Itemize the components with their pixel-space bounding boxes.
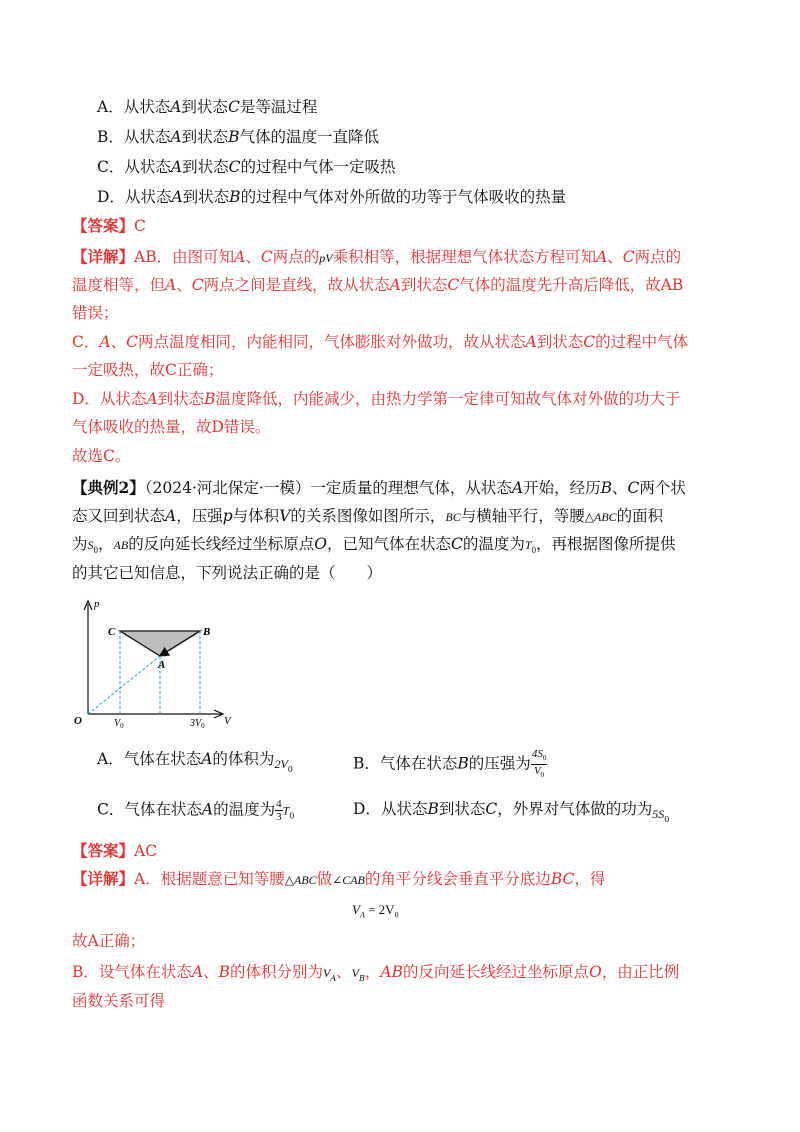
q1-detail-line7: 气体吸收的热量，故D错误。 [72,418,271,436]
q2-stem-line3: 为$S_0$，AB的反向延长线经过坐标原点O，已知气体在状态C的温度为$T_0$，再根据图像所提供 [72,535,676,556]
q1-final: 故选C。 [72,447,131,465]
label-3v0: $3V_0$ [190,718,205,728]
q1-option-b: B．从状态A到状态B气体的温度一直降低 [97,128,380,146]
q2-answer: 【答案】AC [72,841,158,860]
pv-graph [72,598,252,728]
q1-detail-line6: D．从状态A到状态B温度降低，内能减少，由热力学第一定律可知故气体对外做的功大于 [72,390,681,408]
label-o: O [74,715,82,727]
q2-option-a: A．气体在状态A的体积为$_{2V0}$ [97,750,293,775]
q1-option-a: A．从状态A到状态C是等温过程 [97,98,318,116]
q2-stem-line4: 的其它已知信息，下列说法正确的是（ ） [72,564,383,582]
q2-equation-va: $V_A = 2V_0$ [352,902,399,920]
q2-stem-line1: 【典例2】（2024·河北保定·一模）一定质量的理想气体，从状态A开始，经历B、C两个状 [72,478,686,497]
triangle-abc [120,631,200,656]
q2-option-c: C．气体在状态A的温度为 $\frac{4}{3}$ $T_0$ [97,798,295,823]
q1-detail-line4: C．A、C两点温度相同，内能相同，气体膨胀对外做功，故从状态A到状态C的过程中气体 [72,333,689,351]
q1-detail-line1: 【详解】AB．由图可知A、C两点的pV乘积相等，根据理想气体状态方程可知A、C两点的 [72,247,682,266]
label-c: C [108,626,116,638]
q2-detail-line1: 【详解】A．根据题意已知等腰△ABC做∠CAB的角平分线会垂直平分底边BC，得 [72,869,606,888]
q1-detail-line3: 错误； [72,304,119,322]
q1-option-c: C．从状态A到状态C的过程中气体一定吸热 [97,158,396,176]
q2-stem-line2: 态又回到状态A，压强p与体积V的关系图像如图所示，BC与横轴平行，等腰△ABC的面积 [72,507,664,525]
q2-detail-line4: 函数关系可得 [72,992,166,1010]
label-v0: $V_0$ [114,718,124,728]
label-b: B [203,626,211,638]
q1-detail-line5: 一定吸热，故C正确； [72,361,224,379]
q1-option-d: D．从状态A到状态B的过程中气体对外所做的功等于气体吸收的热量 [97,188,567,206]
q2-option-d: D．从状态B到状态C，外界对气体做的功为$_{5S0}$ [353,800,670,825]
q2-detail-line3: B．设气体在状态A、B的体积分别为$V_A$、$V_B$，AB的反向延长线经过坐标原点O，由正比例 [72,963,680,984]
label-v: V [224,715,231,727]
q2-option-b: B．气体在状态B的压强为 $\frac{4S_0}{V_0}$ [353,748,547,780]
q2-detail-line2: 故A正确； [72,932,146,950]
label-p: p [94,598,100,610]
q1-answer: 【答案】C [72,216,146,235]
label-a: A [158,659,166,671]
extension-line [88,656,160,714]
q1-detail-line2: 温度相等，但A、C两点之间是直线，故从状态A到状态C气体的温度先升高后降低，故AB [72,276,684,294]
